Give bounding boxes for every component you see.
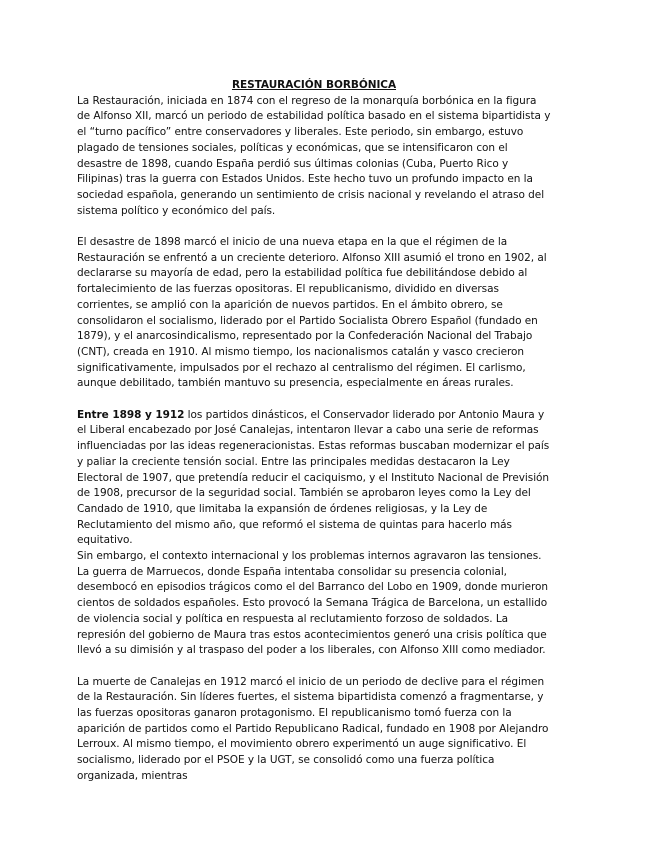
paragraph-declive: La muerte de Canalejas en 1912 marcó el inicio de un periodo de declive para el régimen de la Restauración. Sin líderes fuertes, el sistema bipartidista comenzó a fragmentarse, y las fuerzas opositoras ganaron protagonismo. El republicanismo tomó fuerza con la aparición de partidos como el Partido Republicano Radical, fundado en 1908 por Alejandro Lerroux. Al mismo tiempo, el movimiento obrero experimentó un auge significativo. El socialismo, liderado por el PSOE y la UGT, se consolidó como una fuerza política organizada, mientras [77,675,549,782]
paragraph-gap [77,219,551,235]
paragraph-intro: La Restauración, iniciada en 1874 con el regreso de la monarquía borbónica en la figura de Alfonso XII, marcó un periodo de estabilidad política basado en el sistema bipartidista y el “turno pacífico” entre conservadores y liberales. Este periodo, sin embargo, estuvo plagado de tensiones sociales, políticas y económicas, que se intensificaron con el desastre de 1898, cuando España perdió sus últimas colonias (Cuba, Puerto Rico y Filipinas) tras la guerra con Estados Unidos. Este hecho tuvo un profundo impacto en la sociedad española, generando un sentimiento de crisis nacional y revelando el atraso del sistema político y económico del país. [77,94,551,217]
paragraph-gap [77,392,551,408]
page-title: RESTAURACIÓN BORBÓNICA [231,79,397,91]
paragraph-tensiones: Sin embargo, el contexto internacional y los problemas internos agravaron las tensiones. La guerra de Marruecos, donde España intentaba consolidar su presencia colonial, desembocó en episodios trágicos como el del Barranco del Lobo en 1909, donde murieron cientos de soldados españoles. Esto provocó la Semana Trágica de Barcelona, un estallido de violencia social y política en respuesta al reclutamiento forzoso de soldados. La represión del gobierno de Maura tras estos acontecimientos generó una crisis política que llevó a su dimisión y al traspaso del poder a los liberales, con Alfonso XIII como mediador. [77,550,549,657]
paragraph-reformas-text: los partidos dinásticos, el Conservador liderado por Antonio Maura y el Liberal encabezado por José Canalejas, intentaron llevar a cabo una serie de reformas influenciadas por las ideas regeneracionistas. Estas reformas buscaban modernizar el país y paliar la creciente tensión social. Entre las principales medidas destacaron la Ley Electoral de 1907, que pretendía reducir el caciquismo, y el Instituto Nacional de Previsión de 1908, precursor de la seguridad social. También se aprobaron leyes como la Ley del Candado de 1910, que limitaba la expansión de órdenes religiosas, y la Ley de Reclutamiento del mismo año, que reformó el sistema de quintas para hacerlo más equitativo. [77,408,550,547]
bold-date-range: Entre 1898 y 1912 [77,408,185,421]
document-page [77,78,551,785]
paragraph-gap [77,659,551,675]
paragraph-reformas [77,408,551,549]
paragraph-desastre-1898: El desastre de 1898 marcó el inicio de una nueva etapa en la que el régimen de la Restauración se enfrentó a un creciente deterioro. Alfonso XIII asumió el trono en 1902, al declararse su mayoría de edad, pero la estabilidad política fue debilitándose debido al fortalecimiento de las fuerzas opositoras. El republicanismo, dividido en diversas corrientes, se amplió con la aparición de nuevos partidos. En el ámbito obrero, se consolidaron el socialismo, liderado por el Partido Socialista Obrero Español (fundado en 1879), y el anarcosindicalismo, representado por la Confederación Nacional del Trabajo (CNT), creada en 1910. Al mismo tiempo, los nacionalismos catalán y vasco crecieron significativamente, impulsados por el rechazo al centralismo del régimen. El carlismo, aunque debilitado, también mantuvo su presencia, especialmente en áreas rurales. [77,236,547,390]
